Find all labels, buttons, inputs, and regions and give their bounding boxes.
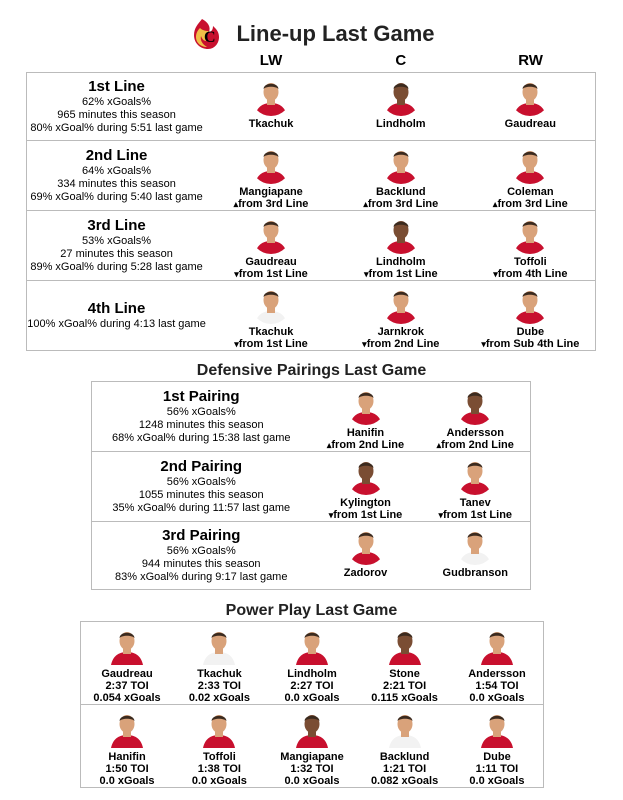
player-headshot-icon [346,455,386,495]
line-change-note: ▾ from Sub 4th Line [466,338,595,350]
time-on-ice: 1:54 TOI [475,680,519,692]
defense-name: 3rd Pairing [162,527,241,544]
lines-row [27,210,596,280]
powerplay-player-card[interactable] [451,622,544,705]
time-on-ice: 1:11 TOI [475,763,519,775]
powerplay-table [80,621,544,788]
line-change-note: ▾ from 1st Line [421,509,531,521]
player-card[interactable] [336,210,466,280]
time-on-ice: 2:37 TOI [105,680,149,692]
defense-stat: 35% xGoal% during 11:57 last game [112,502,291,514]
defense-stat: 56% xGoals% [166,406,236,418]
player-name: Gaudreau [101,668,153,680]
expected-goals: 0.0 xGoals [284,775,340,787]
expected-goals: 0.0 xGoals [469,692,525,704]
player-card[interactable] [206,140,336,210]
col-header-c: C [395,52,407,70]
player-name: Zadorov [343,567,388,579]
player-name: Dube [483,751,511,763]
time-on-ice: 1:21 TOI [382,763,427,775]
lines-table [26,50,596,351]
lines-stat: 27 minutes this season [60,247,173,260]
defense-table [91,381,531,590]
player-card[interactable] [311,522,421,590]
expected-goals: 0.02 xGoals [188,692,250,704]
lines-label-cell [27,72,207,140]
defense-row [92,522,531,590]
player-headshot-icon [477,708,517,748]
line-change-note: ▾ from 1st Line [206,338,336,350]
player-headshot-icon [381,284,421,324]
player-headshot-icon [510,76,550,116]
player-name: Coleman [507,185,554,198]
col-header-lw: LW [259,52,283,70]
player-headshot-icon [251,144,291,184]
player-name: Kylington [340,497,391,509]
lines-stat: 64% xGoals% [82,164,152,177]
expected-goals: 0.0 xGoals [284,692,340,704]
player-name: Lindholm [287,668,337,680]
player-headshot-icon [251,214,291,254]
defense-name: 1st Pairing [162,388,240,405]
player-headshot-icon [385,708,425,748]
header [0,14,623,54]
defense-stat: 1248 minutes this season [138,419,264,431]
player-name: Tkachuk [248,117,294,130]
powerplay-player-card[interactable] [358,622,451,705]
time-on-ice: 1:38 TOI [197,763,241,775]
player-name: Tkachuk [248,325,294,338]
expected-goals: 0.054 xGoals [93,692,161,704]
defense-stat: 83% xGoal% during 9:17 last game [115,571,288,583]
line-change-note: ▾ from 1st Line [206,268,336,280]
player-headshot-icon [455,385,495,425]
col-header-rw: RW [518,52,543,70]
time-on-ice: 2:21 TOI [382,680,427,692]
lines-name: 2nd Line [85,146,148,164]
lines-label-cell [27,280,207,350]
lines-stat: 100% xGoal% during 4:13 last game [27,317,206,330]
player-card[interactable] [311,382,421,452]
line-change-note: ▴ from 2nd Line [311,439,421,451]
defense-label-cell [92,382,311,452]
player-name: Gudbranson [442,567,508,579]
flames-logo-icon [188,16,224,52]
line-change-note: ▴ from 3rd Line [206,198,336,210]
player-name: Stone [389,668,420,680]
player-name: Backlund [376,185,426,198]
player-name: Lindholm [376,255,426,268]
player-name: Dube [516,325,545,338]
powerplay-player-card[interactable] [173,705,266,788]
player-headshot-icon [199,625,239,665]
lines-stat: 965 minutes this season [57,108,176,121]
player-name: Andersson [468,668,526,680]
player-headshot-icon [455,455,495,495]
defense-stat: 56% xGoals% [166,476,236,488]
player-headshot-icon [251,284,291,324]
player-headshot-icon [510,144,550,184]
lines-stat: 80% xGoal% during 5:51 last game [30,121,203,134]
defense-label-cell [92,452,311,522]
time-on-ice: 1:32 TOI [290,763,334,775]
lines-label-cell [27,210,207,280]
lines-label-cell [27,140,207,210]
player-headshot-icon [385,625,425,665]
player-headshot-icon [346,385,386,425]
player-name: Tanev [459,497,491,509]
player-name: Toffoli [513,255,547,268]
lines-row [27,280,596,350]
powerplay-player-card[interactable] [173,622,266,705]
defense-stat: 68% xGoal% during 15:38 last game [111,432,291,444]
player-headshot-icon [107,625,147,665]
powerplay-row [81,705,544,788]
player-name: Hanifin [108,751,146,763]
powerplay-title: Power Play Last Game [225,602,398,619]
expected-goals: 0.0 xGoals [99,775,155,787]
defense-title: Defensive Pairings Last Game [196,362,427,379]
player-headshot-icon [292,625,332,665]
powerplay-player-card[interactable] [358,705,451,788]
svg-text:C: C [204,29,217,46]
player-card[interactable] [206,72,336,140]
player-headshot-icon [251,76,291,116]
player-card[interactable] [421,382,531,452]
expected-goals: 0.0 xGoals [469,775,525,787]
lines-name: 4th Line [87,299,146,317]
powerplay-player-card[interactable] [81,622,174,705]
page-title: Line-up Last Game [236,21,435,46]
lines-stat: 89% xGoal% during 5:28 last game [30,260,203,273]
player-headshot-icon [381,214,421,254]
player-headshot-icon [381,76,421,116]
time-on-ice: 2:33 TOI [197,680,241,692]
player-headshot-icon [292,708,332,748]
defense-name: 2nd Pairing [160,458,243,475]
lines-row [27,140,596,210]
player-name: Toffoli [203,751,236,763]
player-name: Andersson [446,427,504,439]
player-headshot-icon [510,284,550,324]
powerplay-player-card[interactable] [266,622,359,705]
expected-goals: 0.0 xGoals [191,775,247,787]
time-on-ice: 2:27 TOI [290,680,334,692]
player-card[interactable] [336,140,466,210]
defense-stat: 1055 minutes this season [138,489,264,501]
player-card[interactable] [466,280,596,350]
player-card[interactable] [336,280,466,350]
powerplay-player-card[interactable] [451,705,544,788]
defense-row [92,382,531,452]
line-change-note: ▾ from 2nd Line [336,338,466,350]
powerplay-player-card[interactable] [266,705,359,788]
player-name: Mangiapane [239,185,303,198]
player-card[interactable] [206,210,336,280]
line-change-note: ▴ from 2nd Line [421,439,531,451]
player-name: Mangiapane [280,751,344,763]
player-name: Hanifin [346,427,385,439]
player-card[interactable] [311,452,421,522]
player-card[interactable] [466,72,596,140]
defense-label-cell [92,522,311,590]
lines-stat: 69% xGoal% during 5:40 last game [30,190,203,203]
expected-goals: 0.115 xGoals [371,692,438,704]
powerplay-player-card[interactable] [81,705,174,788]
lines-stat: 53% xGoals% [82,234,152,247]
lines-stat: 62% xGoals% [82,95,152,108]
lines-name: 3rd Line [87,216,146,234]
lines-row [27,72,596,140]
player-card[interactable] [466,140,596,210]
player-name: Jarnkrok [377,325,425,338]
defense-stat: 56% xGoals% [166,545,236,557]
time-on-ice: 1:50 TOI [105,763,149,775]
line-change-note: ▴ from 3rd Line [466,198,595,210]
line-change-note: ▾ from 1st Line [336,268,466,280]
expected-goals: 0.082 xGoals [370,775,439,787]
player-card[interactable] [421,452,531,522]
player-card[interactable] [421,522,531,590]
player-name: Gaudreau [245,255,297,268]
player-name: Lindholm [376,117,426,130]
player-name: Tkachuk [197,668,242,680]
player-headshot-icon [199,708,239,748]
player-headshot-icon [381,144,421,184]
lines-stat: 334 minutes this season [57,177,176,190]
player-name: Backlund [379,751,430,763]
powerplay-row [81,622,544,705]
player-card[interactable] [466,210,596,280]
player-headshot-icon [510,214,550,254]
player-card[interactable] [206,280,336,350]
player-headshot-icon [346,525,386,565]
line-change-note: ▾ from 4th Line [466,268,595,280]
defense-row [92,452,531,522]
defense-stat: 944 minutes this season [141,558,261,570]
line-change-note: ▴ from 3rd Line [336,198,466,210]
line-change-note: ▾ from 1st Line [311,509,421,521]
player-headshot-icon [477,625,517,665]
player-card[interactable] [336,72,466,140]
player-headshot-icon [455,525,495,565]
player-headshot-icon [107,708,147,748]
player-name: Gaudreau [504,117,557,130]
lines-name: 1st Line [88,77,145,95]
